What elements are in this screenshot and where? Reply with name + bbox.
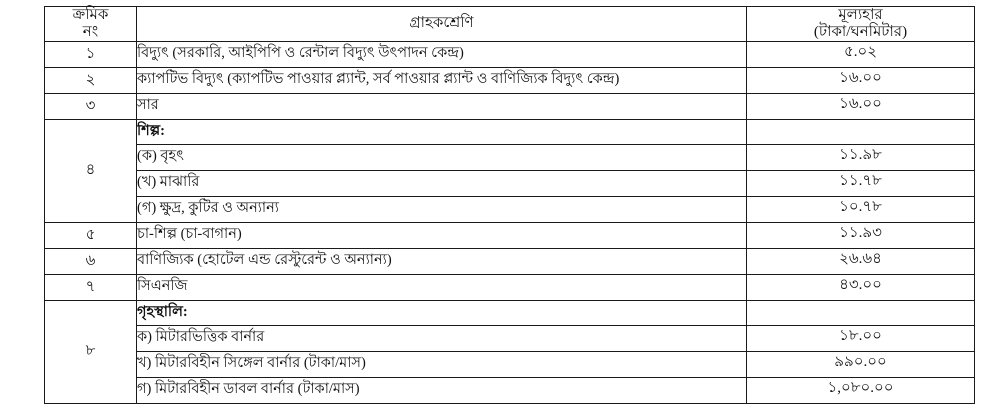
row-rate: ১১.৯৮ [747, 144, 975, 170]
row-category: বিদ্যুৎ (সরকারি, আইপিপি ও রেন্টাল বিদ্যুৎ উৎপাদন কেন্দ্র) [137, 41, 747, 67]
row-category: ক্যাপটিভ বিদ্যুৎ (ক্যাপটিভ পাওয়ার প্ল্যান্ট, সর্ব পাওয়ার প্ল্যান্ট ও বাণিজ্যিক বিদ্যুৎ কেন্দ্র) [137, 67, 747, 93]
header-category [137, 7, 747, 42]
table-header-row [45, 7, 975, 42]
table-row-group-header [45, 119, 975, 144]
header-category-label: গ্রাহকশ্রেণি [409, 15, 474, 32]
table-row [45, 351, 975, 377]
row-rate: ১৮.০০ [747, 325, 975, 351]
table-row [45, 325, 975, 351]
row-category: গৃহস্থালি: [137, 300, 747, 325]
row-category: (খ) মাঝারি [137, 170, 747, 196]
row-category: ক) মিটারভিত্তিক বার্নার [137, 325, 747, 351]
table-row [45, 248, 975, 274]
row-category: সার [137, 93, 747, 119]
row-category: সিএনজি [137, 274, 747, 300]
row-serial: ১ [45, 41, 137, 67]
header-serial-line1: ক্রমিক [72, 7, 109, 23]
row-serial: ৪ [45, 119, 137, 222]
table-body [45, 41, 975, 403]
row-category: বাণিজ্যিক (হোটেল এন্ড রেস্টুরেন্ট ও অন্যান্য) [137, 248, 747, 274]
table-row [45, 93, 975, 119]
row-rate: ৯৯০.০০ [747, 351, 975, 377]
row-rate: ৫.০২ [747, 41, 975, 67]
header-serial [45, 7, 137, 42]
header-serial-line2: নং [82, 23, 99, 40]
row-serial: ৩ [45, 93, 137, 119]
row-rate: ১৬.০০ [747, 93, 975, 119]
row-rate: ১৬.০০ [747, 67, 975, 93]
row-serial: ৫ [45, 222, 137, 248]
row-category: শিল্প: [137, 119, 747, 144]
row-serial: ২ [45, 67, 137, 93]
table-row [45, 67, 975, 93]
row-category: (ক) বৃহৎ [137, 144, 747, 170]
table-row-group-header [45, 300, 975, 325]
row-rate: ৪৩.০০ [747, 274, 975, 300]
table-row [45, 170, 975, 196]
header-rate-line1: মূল্যহার [838, 7, 883, 23]
table-row [45, 41, 975, 67]
row-category: খ) মিটারবিহীন সিঙ্গেল বার্নার (টাকা/মাস) [137, 351, 747, 377]
row-serial: ৮ [45, 300, 137, 403]
table-header [45, 7, 975, 42]
table-row [45, 222, 975, 248]
row-rate: ২৬.৬৪ [747, 248, 975, 274]
table-row [45, 144, 975, 170]
header-rate [747, 7, 975, 42]
row-rate: ১,০৮০.০০ [747, 377, 975, 403]
row-serial: ৬ [45, 248, 137, 274]
row-rate: ১০.৭৮ [747, 196, 975, 222]
table-row [45, 377, 975, 403]
header-rate-line2: (টাকা/ঘনমিটার) [813, 23, 908, 40]
row-category: (গ) ক্ষুদ্র, কুটির ও অন্যান্য [137, 196, 747, 222]
row-serial: ৭ [45, 274, 137, 300]
row-rate [747, 119, 975, 144]
row-category: গ) মিটারবিহীন ডাবল বার্নার (টাকা/মাস) [137, 377, 747, 403]
table-row [45, 196, 975, 222]
row-rate: ১১.৭৮ [747, 170, 975, 196]
table-row [45, 274, 975, 300]
row-rate [747, 300, 975, 325]
row-category: চা-শিল্প (চা-বাগান) [137, 222, 747, 248]
row-rate: ১১.৯৩ [747, 222, 975, 248]
gas-tariff-table [44, 6, 975, 404]
